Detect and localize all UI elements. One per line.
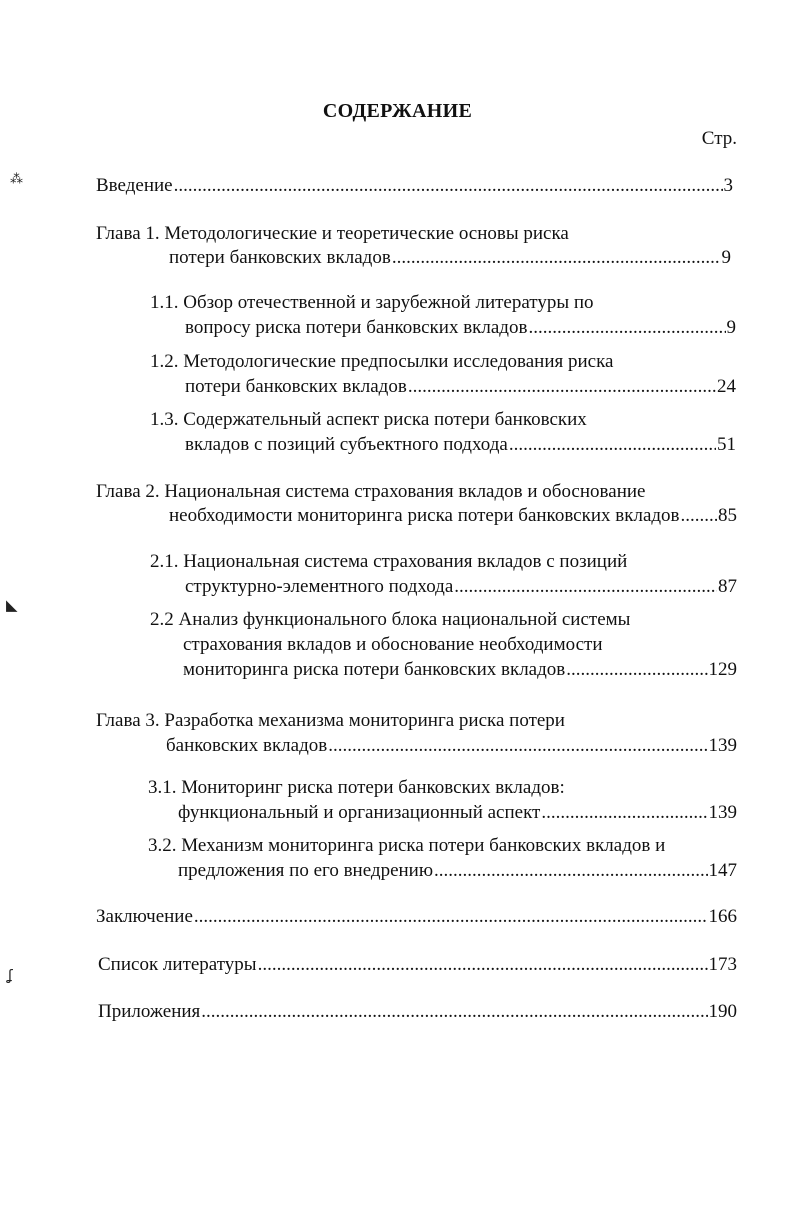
toc-entry[interactable]	[150, 410, 736, 454]
dot-leader	[392, 248, 721, 267]
toc-page-number: 129	[708, 659, 737, 680]
dot-leader	[681, 506, 717, 525]
toc-entry-title: функциональный и организационный аспект	[178, 802, 541, 823]
toc-entry-line	[96, 176, 733, 195]
dot-leader	[454, 577, 717, 596]
toc-entry-title: потери банковских вкладов	[169, 247, 391, 268]
dot-leader	[566, 660, 707, 679]
toc-entry[interactable]	[96, 711, 737, 755]
toc-entry-title: вопросу риска потери банковских вкладов	[185, 317, 528, 338]
toc-page-number: 85	[718, 505, 737, 526]
toc-entry[interactable]	[150, 293, 736, 337]
dot-leader	[541, 803, 707, 822]
toc-page-number: 51	[717, 434, 736, 455]
toc-entry-title: потери банковских вкладов	[185, 376, 407, 397]
toc-page-number: 3	[723, 175, 733, 196]
toc-entry[interactable]	[150, 352, 736, 396]
toc-page-number: 147	[708, 860, 737, 881]
toc-entry-line	[183, 660, 737, 679]
toc-entry-line: 2.2 Анализ функционального блока национальной системы	[150, 609, 631, 630]
scan-speck: ⁂	[10, 172, 23, 187]
dot-leader	[434, 861, 707, 880]
toc-entry-line	[169, 506, 737, 525]
dot-leader	[258, 955, 708, 974]
toc-entry-title: Список литературы	[98, 954, 257, 975]
toc-page-number: 9	[721, 247, 731, 268]
toc-entry-title: Приложения	[98, 1001, 201, 1022]
toc-entry[interactable]	[96, 907, 737, 926]
toc-entry-line: 3.2. Механизм мониторинга риска потери банковских вкладов и	[148, 835, 666, 856]
toc-page-number: 9	[726, 317, 736, 338]
toc-entry[interactable]	[148, 778, 737, 822]
toc-entry[interactable]	[148, 836, 737, 880]
toc-entry-title: структурно-элементного подхода	[185, 576, 454, 597]
toc-entry-title: предложения по его внедрению	[178, 860, 434, 881]
toc-entry-line: 1.3. Содержательный аспект риска потери банковских	[150, 409, 587, 430]
toc-entry[interactable]	[96, 224, 731, 267]
toc-entry-line	[166, 736, 737, 755]
toc-entry-line	[98, 955, 737, 974]
toc-entry[interactable]	[150, 552, 737, 596]
toc-entry-line	[96, 907, 737, 926]
toc-page-number: 190	[708, 1001, 737, 1022]
toc-entry-title: Заключение	[96, 906, 193, 927]
toc-entry-title: банковских вкладов	[166, 735, 328, 756]
toc-entry-line	[169, 248, 731, 267]
toc-entry[interactable]	[96, 176, 733, 195]
scan-speck: ◣	[6, 596, 18, 614]
toc-page-number: 173	[708, 954, 737, 975]
toc-entry-line: 3.1. Мониторинг риска потери банковских вкладов:	[148, 777, 565, 798]
toc-page-number: 87	[718, 576, 737, 597]
toc-entry-line	[178, 803, 737, 822]
dot-leader	[528, 318, 725, 337]
toc-entry-line	[185, 577, 737, 596]
dot-leader	[194, 907, 708, 926]
toc-entry[interactable]	[98, 1002, 737, 1021]
toc-entry-line	[185, 435, 736, 454]
page-column-label: Стр.	[701, 128, 737, 149]
dot-leader	[408, 377, 716, 396]
toc-entry-line: Глава 1. Методологические и теоретические основы риска	[96, 223, 569, 244]
dot-leader	[509, 435, 716, 454]
dot-leader	[201, 1002, 707, 1021]
toc-entry-title: вкладов с позиций субъектного подхода	[185, 434, 508, 455]
toc-page-number: 139	[708, 802, 737, 823]
toc-page-number: 24	[717, 376, 736, 397]
toc-page-number: 166	[708, 906, 737, 927]
toc-entry-line: 2.1. Национальная система страхования вкладов с позиций	[150, 551, 628, 572]
page-title: СОДЕРЖАНИЕ	[322, 100, 473, 122]
toc-entry-line	[98, 1002, 737, 1021]
toc-entry[interactable]	[96, 482, 737, 525]
dot-leader	[328, 736, 707, 755]
toc-entry-line: Глава 3. Разработка механизма мониторинга риска потери	[96, 710, 565, 731]
toc-entry[interactable]	[98, 955, 737, 974]
toc-entry-line: Глава 2. Национальная система страхования вкладов и обоснование	[96, 481, 646, 502]
toc-entry-line	[178, 861, 737, 880]
toc-entry-line: 1.2. Методологические предпосылки исследования риска	[150, 351, 614, 372]
toc-entry[interactable]	[150, 610, 737, 679]
dot-leader	[174, 176, 723, 195]
toc-entry-title: Введение	[96, 175, 173, 196]
toc-entry-line	[185, 377, 736, 396]
toc-page-number: 139	[708, 735, 737, 756]
toc-entry-line: 1.1. Обзор отечественной и зарубежной литературы по	[150, 292, 594, 313]
toc-entry-title: необходимости мониторинга риска потери банковских вкладов	[169, 505, 680, 526]
scan-speck: ʆ	[8, 968, 13, 984]
toc-entry-title: мониторинга риска потери банковских вкладов	[183, 659, 566, 680]
toc-entry-line: страхования вкладов и обоснование необходимости	[183, 634, 603, 655]
toc-entry-line	[185, 318, 736, 337]
